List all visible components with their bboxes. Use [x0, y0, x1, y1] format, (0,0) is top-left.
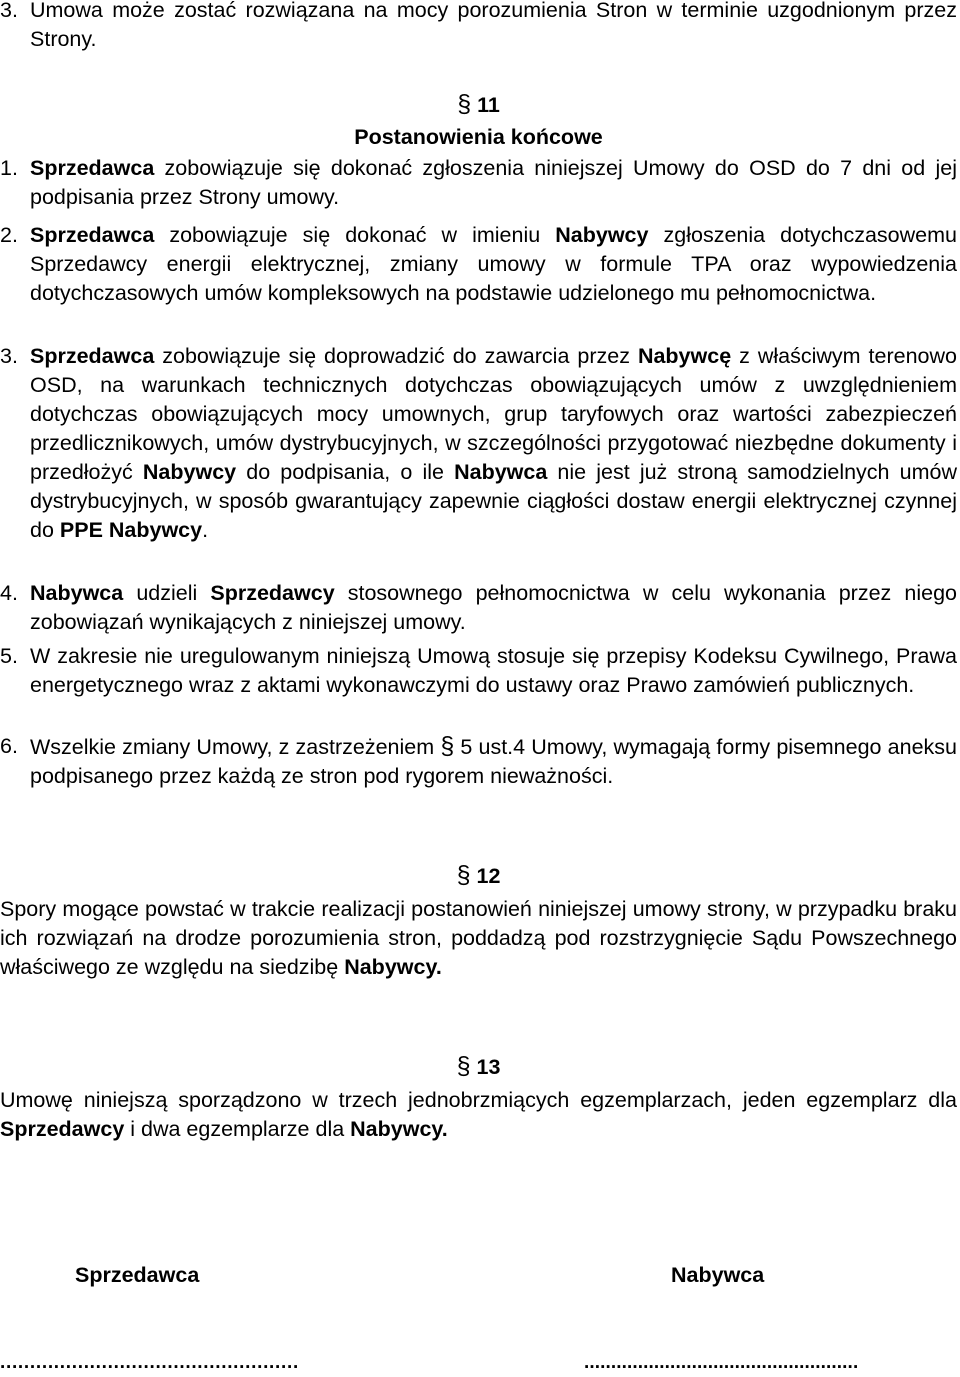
- section12-heading: [0, 861, 957, 891]
- signature-line-seller: ..................................................: [0, 1352, 299, 1373]
- party-seller: Sprzedawcy: [210, 581, 335, 605]
- ppe-buyer: PPE Nabywcy: [59, 518, 203, 542]
- section11-item-5: [0, 642, 957, 700]
- party-buyer: Nabywcy: [142, 460, 237, 484]
- section11-item-6: [0, 732, 957, 791]
- signature-label-seller: Sprzedawca: [75, 1263, 200, 1287]
- party-seller: Sprzedawcy: [0, 1117, 125, 1141]
- signature-line-buyer: ...................................................: [584, 1352, 859, 1373]
- section11-item-1: [0, 154, 957, 212]
- party-buyer: Nabywcy: [555, 223, 649, 247]
- party-buyer: Nabywcy.: [350, 1117, 448, 1141]
- party-buyer: Nabywca: [454, 460, 548, 484]
- section11-title: Postanowienia końcowe: [354, 125, 603, 149]
- party-seller: Sprzedawca: [30, 223, 155, 247]
- item-number: 6.: [0, 734, 18, 758]
- section-number: 13: [476, 1055, 501, 1079]
- item-text: W zakresie nie uregulowanym niniejszą Umową stosuje się przepisy Kodeksu Cywilnego, Prawa energetycznego wraz z aktami wykonawczymi do ustawy oraz Prawo zamówień publicznych.: [30, 644, 957, 697]
- item-number: 3.: [0, 344, 18, 368]
- section12-text: Spory mogące powstać w trakcie realizacji postanowień niniejszej umowy strony, w przypadku braku ich rozwiązań na drodze porozumienia stron, poddadzą pod rozstrzygnięcie Sądu Powszechnego właściwego ze względu na siedzibę Nabywcy.: [0, 897, 957, 979]
- item-number: 1.: [0, 156, 18, 180]
- item-text: Sprzedawca zobowiązuje się doprowadzić do zawarcia przez Nabywcę z właściwym terenowo OSD, na warunkach technicznych dotychczas obowiązujących umów z uwzględnieniem dotychczas obowiązujących mocy umownych, grup taryfowych oraz wartości zabezpieczeń przedlicznikowych, umów dystrybucyjnych, w szczególności przygotować niezbędne dokumenty i przedłożyć Nabywcy do podpisania, o ile Nabywca nie jest już stroną samodzielnych umów dystrybucyjnych, w sposób gwarantujący zapewnie ciągłości dostaw energii elektrycznej czynnej do PPE Nabywcy.: [30, 344, 957, 542]
- party-buyer: Nabywcę: [637, 344, 732, 368]
- section-number: 12: [476, 864, 501, 888]
- section11-heading: [0, 90, 957, 120]
- section-symbol: §: [456, 861, 471, 889]
- party-buyer: Nabywca: [30, 581, 124, 605]
- section13-text: Umowę niniejszą sporządzono w trzech jednobrzmiących egzemplarzach, jeden egzemplarz dla Sprzedawcy i dwa egzemplarze dla Nabywcy.: [0, 1088, 957, 1141]
- item-text: Nabywca udzieli Sprzedawcy stosownego pełnomocnictwa w celu wykonania przez niego zobowiązań wynikających z niniejszej umowy.: [30, 581, 957, 634]
- item-text: Umowa może zostać rozwiązana na mocy porozumienia Stron w terminie uzgodnionym przez Strony.: [30, 0, 957, 51]
- party-buyer: Nabywcy.: [344, 955, 442, 979]
- party-seller: Sprzedawca: [30, 344, 155, 368]
- section11-item-3: [0, 342, 957, 545]
- item-number: 4.: [0, 581, 18, 605]
- section13-heading: [0, 1052, 957, 1082]
- party-seller: Sprzedawca: [30, 156, 155, 180]
- item-number: 2.: [0, 223, 18, 247]
- section-symbol: §: [440, 732, 455, 760]
- item-text: Sprzedawca zobowiązuje się dokonać w imieniu Nabywcy zgłoszenia dotychczasowemu Sprzedawcy energii elektrycznej, zmiany umowy w formule TPA oraz wypowiedzenia dotychczasowych umów kompleksowych na podstawie udzielonego mu pełnomocnictwa.: [30, 223, 957, 305]
- section10-item-3: [0, 0, 957, 54]
- section-symbol: §: [456, 1052, 471, 1080]
- item-number: 5.: [0, 644, 18, 668]
- section-number: 11: [477, 93, 500, 117]
- item-text: Sprzedawca zobowiązuje się dokonać zgłoszenia niniejszej Umowy do OSD do 7 dni od jej podpisania przez Strony umowy.: [30, 156, 957, 209]
- item-number: 3.: [0, 0, 18, 22]
- section-symbol: §: [457, 90, 472, 118]
- item-text: Wszelkie zmiany Umowy, z zastrzeżeniem § 5 ust.4 Umowy, wymagają formy pisemnego aneksu podpisanego przez każdą ze stron pod rygorem nieważności.: [30, 732, 957, 788]
- section11-item-2: [0, 221, 957, 308]
- section11-item-4: [0, 579, 957, 637]
- signature-label-buyer: Nabywca: [671, 1263, 765, 1287]
